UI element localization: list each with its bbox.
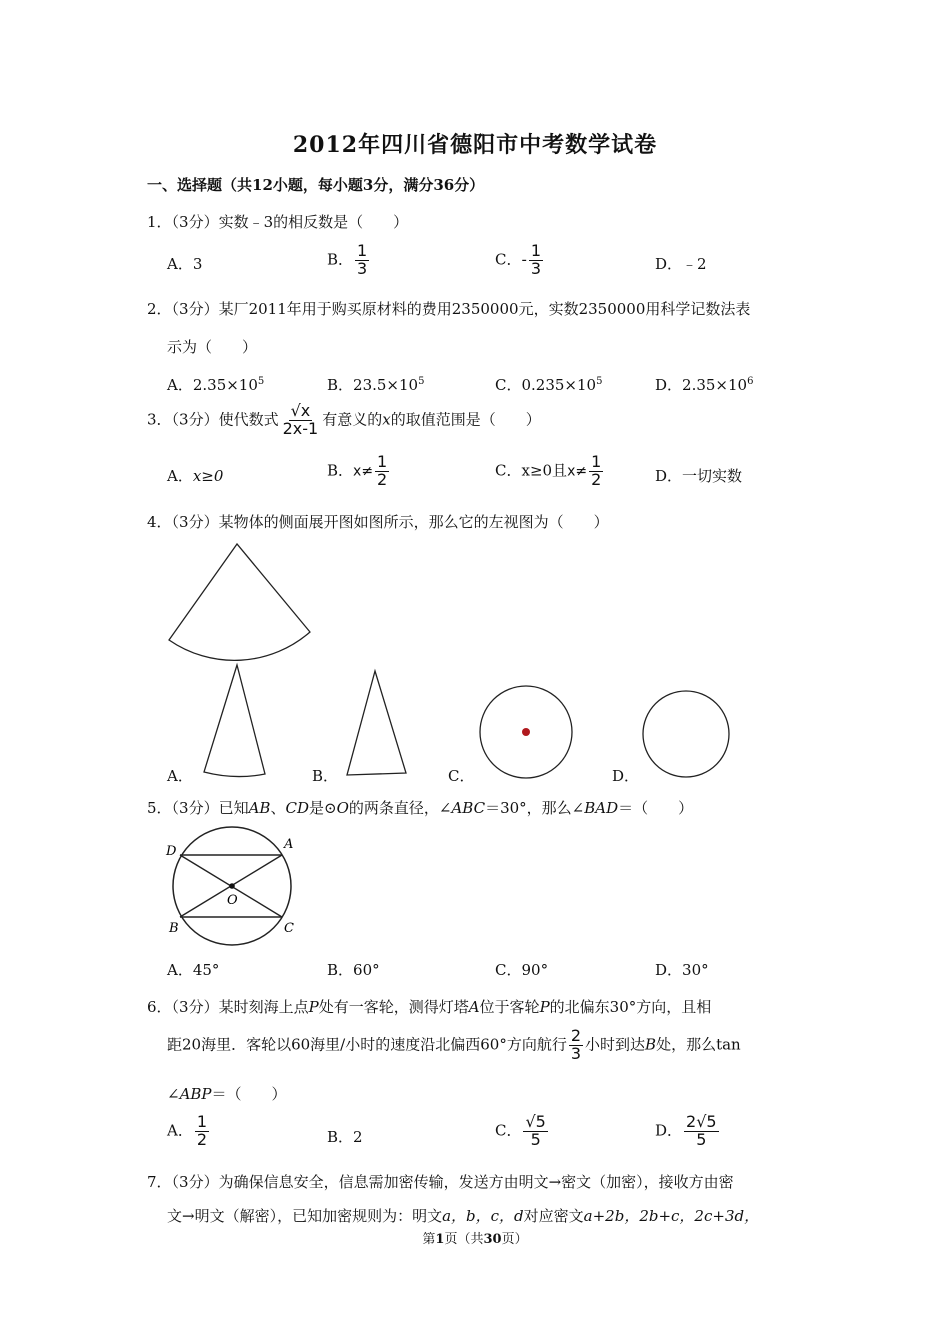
q5-option-b: B．60° [327,961,380,979]
q4-option-a-figure [200,662,270,782]
q1-stem: 1．（3分）实数﹣3的相反数是（ ） [147,213,409,231]
q4-option-c-figure [478,684,576,782]
center-point [229,883,235,889]
q6-stem-line2: 距20海里．客轮以60海里/小时的速度沿北偏西60°方向航行 $\frac{2}{3}$ 小时到达B处，那么tan [167,1026,741,1063]
q3-option-c: C．x≥0且x≠ $\frac{1}{2}$ [495,452,602,489]
q2-option-a: A．$2.35\times 10^5$ [167,376,265,394]
section-heading: 一、选择题（共12小题，每小题3分，满分36分） [147,176,485,194]
q3-option-d: D．一切实数 [655,467,743,485]
triangle-shape [347,671,406,775]
q4-option-c-label: C． [448,767,475,785]
label-c: C [284,921,294,936]
q5-stem: 5．（3分）已知AB、CD是⊙O的两条直径，∠ABC＝30°，那么∠BAD＝（ ） [147,799,694,817]
q6-option-a: A． $\frac{1}{2}$ [167,1112,208,1149]
page-title: 2012年四川省德阳市中考数学试卷 [292,132,658,158]
q1-option-c: C．- $\frac{1}{3}$ [495,241,542,278]
label-o: O [227,893,238,908]
q3-option-a: A．x≥0 [167,467,224,485]
q5-option-a: A．45° [167,961,220,979]
q5-circle-diagram [160,828,310,948]
q2-stem-line2: 示为（ ） [167,338,258,356]
q2-option-c: C．$0.235\times 10^5$ [495,376,603,394]
q5-option-c: C．90° [495,961,549,979]
q7-stem-line2: 文→明文（解密），已知加密规则为：明文a，b，c，d对应密文a+2b，2b+c，2c+3d， [167,1207,760,1225]
q6-stem-line1: 6．（3分）某时刻海上点P处有一客轮，测得灯塔A位于客轮P的北偏东30°方向，且相 [147,998,712,1016]
q4-option-b-figure [343,668,413,780]
q1-option-a: A．3 [167,255,203,273]
q6-option-d: D． $\frac{2√5}{5}$ [655,1112,717,1149]
q1-option-d: D．﹣2 [655,255,707,273]
q2-option-d: D．$2.35\times 10^6$ [655,376,754,394]
q4-stem: 4．（3分）某物体的侧面展开图如图所示，那么它的左视图为（ ） [147,513,609,531]
label-d: D [166,844,177,859]
cone-with-arc-base [204,665,265,777]
q4-option-d-figure [640,688,732,780]
q4-sector-figure [165,540,325,670]
label-a: A [284,837,294,852]
circle-shape [643,691,729,777]
q7-stem-line1: 7．（3分）为确保信息安全，信息需加密传输，发送方由明文→密文（加密），接收方由密 [147,1173,734,1191]
q6-stem-line3: ∠ABP＝（ ） [167,1085,287,1103]
q4-option-b-label: B． [312,767,339,785]
center-dot [522,728,530,736]
q3-option-b: B．x≠ $\frac{1}{2}$ [327,452,388,489]
q5-option-d: D．30° [655,961,709,979]
q4-option-a-label: A． [167,767,193,785]
q6-option-c: C． $\frac{√5}{5}$ [495,1112,546,1149]
q2-stem-line1: 2．（3分）某厂2011年用于购买原材料的费用2350000元，实数2350000用科学记数法表 [147,300,751,318]
q2-option-b: B．$23.5\times 10^5$ [327,376,425,394]
label-b: B [169,921,179,936]
page-footer: 第1页（共30页） [422,1232,528,1247]
q6-option-b: B．2 [327,1128,363,1146]
q4-option-d-label: D． [612,767,640,785]
q1-option-b: B． $\frac{1}{3}$ [327,241,368,278]
q3-stem: 3．（3分）使代数式 $\frac{√x}{2x-1}$ 有意义的x的取值范围是（ ） [147,401,541,438]
sector-shape [169,544,310,660]
